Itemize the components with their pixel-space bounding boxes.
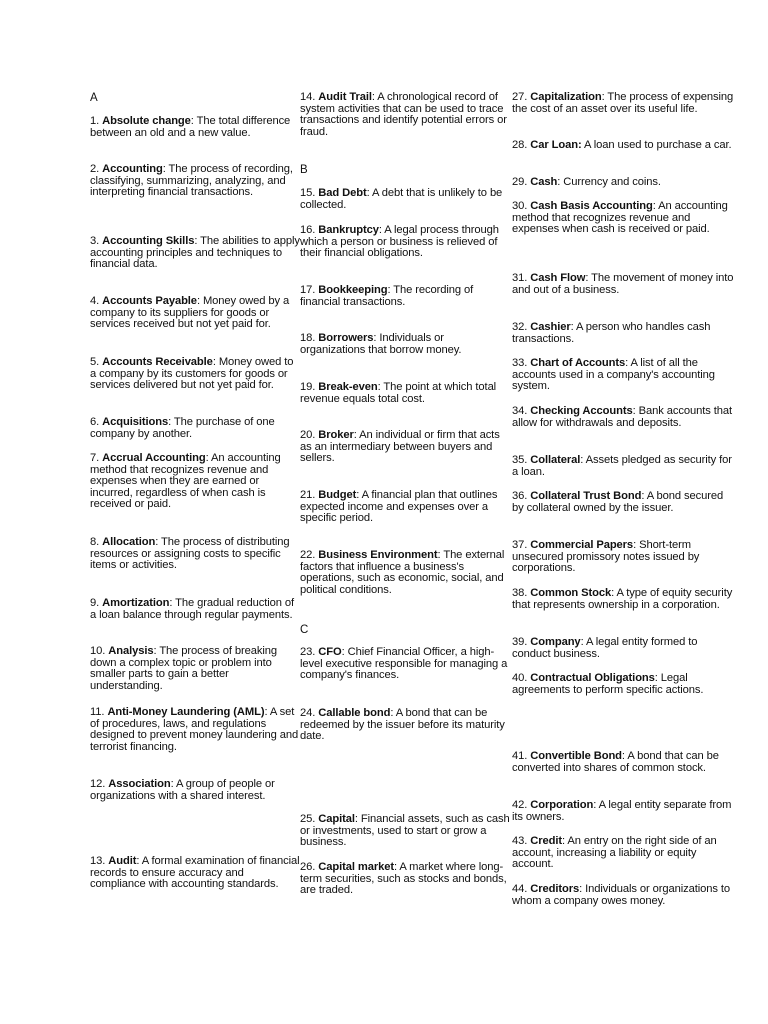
glossary-term: Audit [108,855,137,867]
section-letter-c: C [300,624,309,636]
glossary-entry-10: 10. Analysis: The process of breaking down a complex topic or problem into smaller parts to gain a better understanding. [90,645,278,692]
glossary-term: Bad Debt [318,187,367,199]
glossary-term: Collateral Trust Bond [530,490,642,502]
glossary-entry-33: 33. Chart of Accounts: A list of all the accounts used in a company's accounting system. [512,357,715,393]
section-letter-a: A [90,92,98,104]
glossary-term: Capital market [318,861,394,873]
glossary-term: Creditors [530,883,580,895]
glossary-term: Analysis [108,645,154,657]
glossary-term: Cash Basis Accounting [530,200,653,212]
glossary-term: Bookkeeping [318,284,388,296]
glossary-entry-7: 7. Accrual Accounting: An accounting method that recognizes revenue and expenses when they are earned or incurred, regardless of when cash is received or paid. [90,452,281,511]
glossary-entry-26: 26. Capital market: A market where long-term securities, such as stocks and bonds, are traded. [300,861,507,897]
glossary-term: Collateral [530,454,581,466]
glossary-term: Absolute change [102,115,191,127]
glossary-term: Cash [530,176,558,188]
glossary-term: Break-even [318,381,378,393]
glossary-term: Association [108,778,171,790]
glossary-term: Accrual Accounting [102,452,206,464]
glossary-entry-23: 23. CFO: Chief Financial Officer, a high-level executive responsible for managing a company's finances. [300,646,508,682]
glossary-entry-29: 29. Cash: Currency and coins. [512,176,661,188]
glossary-entry-36: 36. Collateral Trust Bond: A bond secured by collateral owned by the issuer. [512,490,724,514]
glossary-entry-34: 34. Checking Accounts: Bank accounts that allow for withdrawals and deposits. [512,405,732,429]
glossary-term: Accounts Receivable [102,356,213,368]
glossary-term: Accounts Payable [102,295,197,307]
glossary-term: Common Stock [530,587,612,599]
glossary-entry-42: 42. Corporation: A legal entity separate from its owners. [512,799,732,823]
glossary-entry-24: 24. Callable bond: A bond that can be redeemed by the issuer before its maturity date. [300,707,505,743]
glossary-entry-30: 30. Cash Basis Accounting: An accounting method that recognizes revenue and expenses when cash is received or paid. [512,200,728,236]
glossary-term: Cash Flow [530,272,586,284]
glossary-entry-39: 39. Company: A legal entity formed to conduct business. [512,636,698,660]
glossary-term: Audit Trail [318,91,372,103]
glossary-term: Budget [318,489,357,501]
glossary-term: Credit [530,835,563,847]
glossary-entry-43: 43. Credit: An entry on the right side of an account, increasing a liability or equity account. [512,835,717,871]
glossary-term: Accounting [102,163,163,175]
section-letter-b: B [300,164,308,176]
glossary-entry-9: 9. Amortization: The gradual reduction of a loan balance through regular payments. [90,597,295,621]
glossary-entry-37: 37. Commercial Papers: Short-term unsecured promissory notes issued by corporations. [512,539,700,575]
glossary-entry-31: 31. Cash Flow: The movement of money into and out of a business. [512,272,734,296]
glossary-term: Cashier [530,321,571,333]
glossary-term: Callable bond [318,707,391,719]
glossary-entry-11: 11. Anti-Money Laundering (AML): A set of procedures, laws, and regulations designed to prevent money laundering and terrorist financing. [90,706,299,753]
glossary-term: Commercial Papers [530,539,634,551]
glossary-term: Checking Accounts [530,405,633,417]
glossary-entry-20: 20. Broker: An individual or firm that acts as an intermediary between buyers and sellers. [300,429,500,465]
glossary-term: Car Loan: [530,139,582,151]
glossary-entry-35: 35. Collateral: Assets pledged as security for a loan. [512,454,732,478]
glossary-entry-44: 44. Creditors: Individuals or organizations to whom a company owes money. [512,883,731,907]
glossary-term: Allocation [102,536,156,548]
glossary-entry-13: 13. Audit: A formal examination of financial records to ensure accuracy and compliance with accounting standards. [90,855,300,891]
glossary-entry-22: 22. Business Environment: The external factors that influence a business's operations, such as economic, social, and political conditions. [300,549,505,596]
glossary-entry-14: 14. Audit Trail: A chronological record of system activities that can be used to trace transactions and identify potential errors or fraud. [300,91,507,138]
glossary-term: CFO [318,646,342,658]
glossary-term: Anti-Money Laundering (AML) [107,706,265,718]
glossary-entry-21: 21. Budget: A financial plan that outlines expected income and expenses over a specific period. [300,489,498,525]
glossary-entry-4: 4. Accounts Payable: Money owed by a company to its suppliers for goods or services received but not yet paid for. [90,295,290,331]
glossary-entry-3: 3. Accounting Skills: The abilities to apply accounting principles and techniques to financial data. [90,235,300,271]
glossary-entry-16: 16. Bankruptcy: A legal process through which a person or business is relieved of their financial obligations. [300,224,499,260]
glossary-term: Accounting Skills [102,235,195,247]
glossary-entry-40: 40. Contractual Obligations: Legal agreements to perform specific actions. [512,672,704,696]
glossary-entry-28: 28. Car Loan: A loan used to purchase a car. [512,139,732,151]
glossary-entry-25: 25. Capital: Financial assets, such as cash or investments, used to start or grow a business. [300,813,510,849]
glossary-term: Contractual Obligations [530,672,655,684]
glossary-entry-18: 18. Borrowers: Individuals or organizations that borrow money. [300,332,462,356]
glossary-term: Broker [318,429,354,441]
glossary-term: Business Environment [318,549,438,561]
glossary-entry-38: 38. Common Stock: A type of equity security that represents ownership in a corporation. [512,587,733,611]
glossary-entry-17: 17. Bookkeeping: The recording of financial transactions. [300,284,474,308]
glossary-entry-6: 6. Acquisitions: The purchase of one company by another. [90,416,275,440]
glossary-entry-19: 19. Break-even: The point at which total revenue equals total cost. [300,381,497,405]
glossary-term: Convertible Bond [530,750,622,762]
glossary-term: Capital [318,813,355,825]
glossary-entry-27: 27. Capitalization: The process of expensing the cost of an asset over its useful life. [512,91,734,115]
glossary-term: Amortization [102,597,170,609]
glossary-entry-5: 5. Accounts Receivable: Money owed to a company by its customers for goods or services delivered but not yet paid for. [90,356,294,392]
glossary-entry-15: 15. Bad Debt: A debt that is unlikely to be collected. [300,187,503,211]
glossary-term: Corporation [530,799,594,811]
glossary-term: Chart of Accounts [530,357,626,369]
glossary-term: Bankruptcy [318,224,379,236]
glossary-entry-8: 8. Allocation: The process of distributing resources or assigning costs to specific items or activities. [90,536,290,572]
glossary-term: Capitalization [530,91,602,103]
glossary-term: Borrowers [318,332,374,344]
glossary-term: Acquisitions [102,416,169,428]
glossary-entry-32: 32. Cashier: A person who handles cash transactions. [512,321,711,345]
glossary-entry-2: 2. Accounting: The process of recording, classifying, summarizing, analyzing, and interpreting financial transactions. [90,163,293,199]
glossary-entry-41: 41. Convertible Bond: A bond that can be converted into shares of common stock. [512,750,719,774]
glossary-entry-1: 1. Absolute change: The total difference between an old and a new value. [90,115,291,139]
glossary-entry-12: 12. Association: A group of people or organizations with a shared interest. [90,778,275,802]
glossary-term: Company [530,636,581,648]
